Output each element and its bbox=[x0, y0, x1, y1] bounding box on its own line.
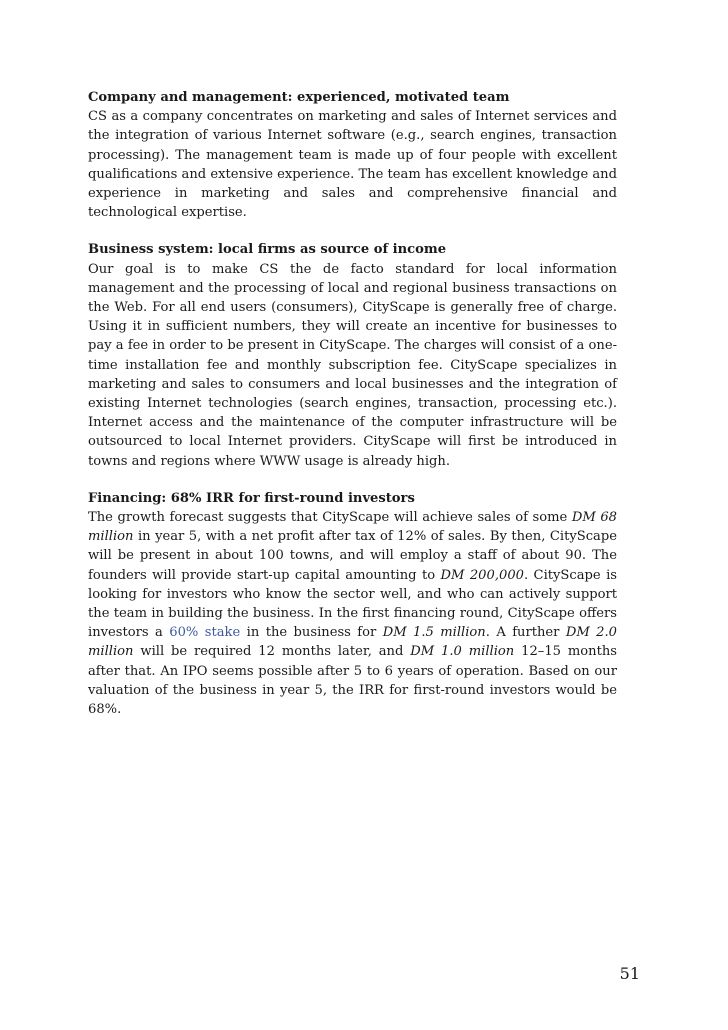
section-paragraph bbox=[88, 508, 617, 719]
section-heading: Business system: local firms as source of income bbox=[88, 242, 447, 258]
page-number: 51 bbox=[619, 964, 640, 983]
document-page bbox=[88, 88, 617, 737]
section-heading: Financing: 68% IRR for first-round investors bbox=[88, 490, 415, 506]
section-paragraph: Our goal is to make CS the de facto standard for local information management and the processing of local and regional business transactions on the Web. For all end users (consumers), CityScape is generally free of charge. Using it in sufficient numbers, they will create an incentive for businesses to pay a fee in order to be present in CityScape. The charges will consist of a one-time installation fee and monthly subscription fee. CityScape specializes in marketing and sales to consumers and local businesses and the integration of existing Internet technologies (search engines, transaction, processing etc.). Internet access and the maintenance of the computer infrastructure will be outsourced to local Internet providers. CityScape will first be introduced in towns and regions where WWW usage is already high. bbox=[88, 261, 617, 469]
text-run: . A further bbox=[485, 625, 566, 641]
amount-third-round: DM 1.0 million bbox=[410, 644, 515, 660]
section-heading: Company and management: experienced, motivated team bbox=[88, 90, 510, 105]
amount-second-round: DM 2.0 million bbox=[88, 625, 617, 660]
text-run: will be required 12 months later, and bbox=[133, 644, 411, 660]
text-run: The growth forecast suggests that CityScape will achieve sales of some bbox=[88, 510, 572, 526]
section-paragraph: CS as a company concentrates on marketing and sales of Internet services and the integration of various Internet software (e.g., search engines, transaction processing). The management team is made up of four people with excellent qualifications and extensive experience. The team has excellent knowledge and experience in marketing and sales and comprehensive financial and technological expertise. bbox=[88, 109, 617, 221]
amount-sales: DM 68 million bbox=[88, 510, 617, 545]
amount-first-round: DM 1.5 million bbox=[382, 625, 486, 641]
section-business-system bbox=[88, 240, 617, 470]
stake-link[interactable]: 60% stake bbox=[169, 625, 241, 641]
text-run: . CityScape is looking for investors who know the sector well, and who can actively support the team in building the business. In the first financing round, CityScape offers investors a bbox=[88, 567, 617, 641]
text-run: in the business for bbox=[240, 625, 383, 641]
section-company-management bbox=[88, 88, 617, 222]
text-run: in year 5, with a net profit after tax of 12% of sales. By then, CityScape will be present in about 100 towns, and will employ a staff of about 90. The founders will provide start-up capital amounting to bbox=[88, 529, 617, 583]
section-financing bbox=[88, 489, 617, 719]
text-run: 12–15 months after that. An IPO seems possible after 5 to 6 years of operation. Based on our valuation of the business in year 5, the IRR for first-round investors would be 68%. bbox=[88, 644, 618, 718]
amount-startup-capital: DM 200,000 bbox=[440, 567, 524, 583]
